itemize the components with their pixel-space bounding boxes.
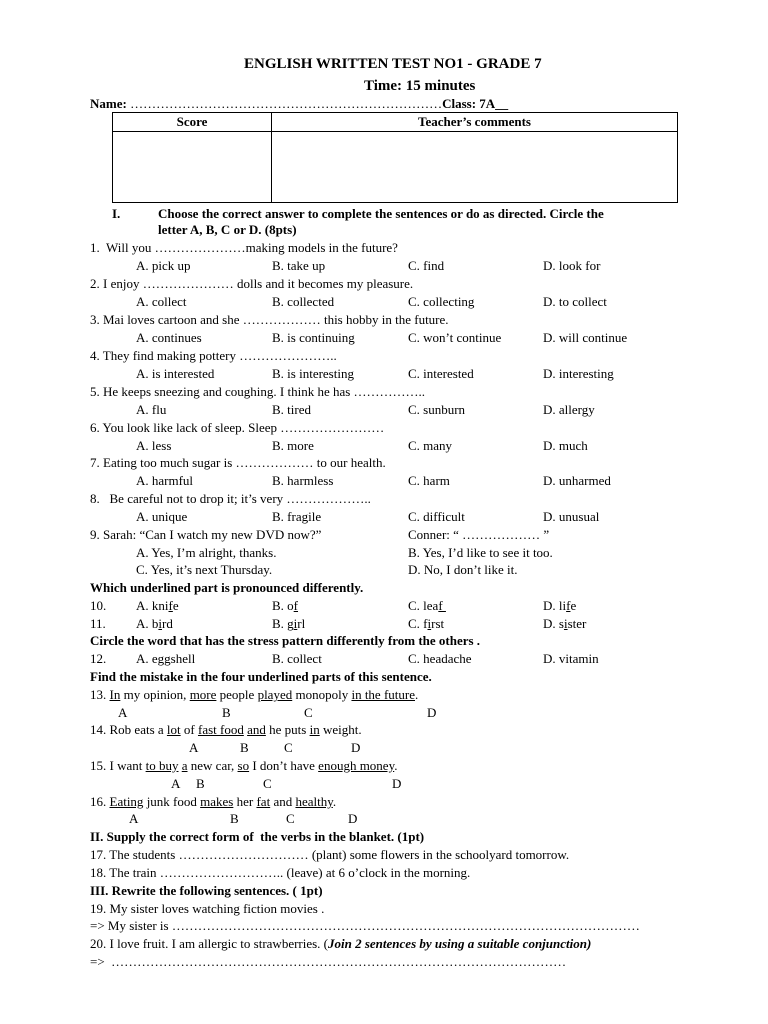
q8-option-c[interactable]: C. difficult [408, 509, 465, 524]
part2-heading: II. Supply the correct form of the verbs in the blanket. (1pt) [90, 829, 425, 844]
name-label: Name: [90, 96, 127, 111]
q12-option-d[interactable]: D. vitamin [543, 651, 599, 666]
pronunciation-heading: Which underlined part is pronounced differently. [90, 580, 364, 595]
q4-option-b[interactable]: B. is interesting [272, 366, 354, 381]
q16-letter-b[interactable]: B [230, 811, 239, 826]
score-table [112, 112, 678, 203]
q15-letter-a[interactable]: A [171, 776, 181, 791]
q14-letter-d[interactable]: D [351, 740, 361, 755]
q12-option-a[interactable]: A. eggshell [136, 651, 196, 666]
q1-option-a[interactable]: A. pick up [136, 258, 191, 273]
q9-option-c[interactable]: C. Yes, it’s next Thursday. [136, 562, 273, 577]
q15-letter-d[interactable]: D [392, 776, 402, 791]
q13-letter-d[interactable]: D [427, 705, 437, 720]
q13-letter-a[interactable]: A [118, 705, 128, 720]
question-5: 5. He keeps sneezing and coughing. I think he has …………….. [90, 384, 426, 399]
mistake-heading: Find the mistake in the four underlined parts of this sentence. [90, 669, 432, 684]
q8-option-b[interactable]: B. fragile [272, 509, 322, 524]
name-dots: ……………………………………………………………… [130, 96, 443, 111]
q7-option-b[interactable]: B. harmless [272, 473, 334, 488]
q6-option-d[interactable]: D. much [543, 438, 588, 453]
question-9-reply: Conner: “ ……………… ” [408, 527, 550, 542]
q5-option-d[interactable]: D. allergy [543, 402, 595, 417]
q11-number: 11. [90, 616, 106, 631]
question-2: 2. I enjoy ………………… dolls and it becomes my pleasure. [90, 276, 414, 291]
q3-option-a[interactable]: A. continues [136, 330, 202, 345]
name-line [90, 96, 508, 112]
q19-answer-line[interactable]: => My sister is ……………………………………………………………………………………………… [90, 918, 640, 933]
q1-option-d[interactable]: D. look for [543, 258, 601, 273]
q3-option-c[interactable]: C. won’t continue [408, 330, 502, 345]
question-6: 6. You look like lack of sleep. Sleep …………………… [90, 420, 385, 435]
q10-option-c[interactable]: C. leaf [408, 598, 446, 613]
q12-option-b[interactable]: B. collect [272, 651, 322, 666]
q11-option-c[interactable]: C. first [408, 616, 445, 631]
q8-option-a[interactable]: A. unique [136, 509, 188, 524]
q4-option-c[interactable]: C. interested [408, 366, 474, 381]
q2-option-a[interactable]: A. collect [136, 294, 187, 309]
part1-instruction-1: Choose the correct answer to complete the sentences or do as directed. Circle the [158, 206, 604, 221]
question-13: 13. In my opinion, more people played monopoly in the future. [90, 687, 419, 702]
part1-instruction-2: letter A, B, C or D. (8pts) [158, 222, 297, 237]
question-9: 9. Sarah: “Can I watch my new DVD now?” [90, 527, 322, 542]
q9-option-a[interactable]: A. Yes, I’m alright, thanks. [136, 545, 277, 560]
q4-option-a[interactable]: A. is interested [136, 366, 215, 381]
q6-option-a[interactable]: A. less [136, 438, 172, 453]
test-time: Time: 15 minutes [364, 78, 476, 94]
q6-option-c[interactable]: C. many [408, 438, 453, 453]
q2-option-d[interactable]: D. to collect [543, 294, 607, 309]
q11-option-a[interactable]: A. bird [136, 616, 173, 631]
q14-letter-c[interactable]: C [284, 740, 293, 755]
q13-letter-c[interactable]: C [304, 705, 313, 720]
q10-option-d[interactable]: D. life [543, 598, 577, 613]
score-header: Score [113, 113, 272, 132]
q7-option-c[interactable]: C. harm [408, 473, 450, 488]
q2-option-c[interactable]: C. collecting [408, 294, 475, 309]
q16-letter-d[interactable]: D [348, 811, 358, 826]
question-19: 19. My sister loves watching fiction movies . [90, 901, 325, 916]
teacher-comments-cell [272, 132, 678, 203]
part3-heading: III. Rewrite the following sentences. ( 1pt) [90, 883, 323, 898]
q12-number: 12. [90, 651, 107, 666]
q14-letter-b[interactable]: B [240, 740, 249, 755]
question-14: 14. Rob eats a lot of fast food and he puts in weight. [90, 722, 362, 737]
q15-letter-c[interactable]: C [263, 776, 272, 791]
q9-option-d[interactable]: D. No, I don’t like it. [408, 562, 518, 577]
q12-option-c[interactable]: C. headache [408, 651, 472, 666]
q11-option-d[interactable]: D. sister [543, 616, 587, 631]
q14-letter-a[interactable]: A [189, 740, 199, 755]
q5-option-c[interactable]: C. sunburn [408, 402, 466, 417]
teacher-comments-header: Teacher’s comments [272, 113, 678, 132]
q15-letter-b[interactable]: B [196, 776, 205, 791]
q20-answer-line[interactable]: => …………………………………………………………………………………………… [90, 954, 567, 969]
q10-option-a[interactable]: A. knife [136, 598, 179, 613]
question-1: 1. Will you …………………making models in the future? [90, 240, 398, 255]
q8-option-d[interactable]: D. unusual [543, 509, 600, 524]
q3-option-d[interactable]: D. will continue [543, 330, 628, 345]
q9-option-b[interactable]: B. Yes, I’d like to see it too. [408, 545, 553, 560]
q5-option-b[interactable]: B. tired [272, 402, 311, 417]
question-16: 16. Eating junk food makes her fat and healthy. [90, 794, 337, 809]
q20-instruction: Join 2 sentences by using a suitable conjunction) [328, 936, 592, 951]
q2-option-b[interactable]: B. collected [272, 294, 335, 309]
q6-option-b[interactable]: B. more [272, 438, 314, 453]
stress-heading: Circle the word that has the stress pattern differently from the others . [90, 633, 481, 648]
question-7: 7. Eating too much sugar is ……………… to our health. [90, 455, 386, 470]
question-18: 18. The train ……………………….. (leave) at 6 o’clock in the morning. [90, 865, 471, 880]
q5-option-a[interactable]: A. flu [136, 402, 167, 417]
question-17: 17. The students ………………………… (plant) some flowers in the schoolyard tomorrow. [90, 847, 570, 862]
question-4: 4. They find making pottery ………………….. [90, 348, 337, 363]
question-15: 15. I want to buy a new car, so I don’t have enough money. [90, 758, 398, 773]
score-cell [113, 132, 272, 203]
q1-option-b[interactable]: B. take up [272, 258, 326, 273]
q16-letter-c[interactable]: C [286, 811, 295, 826]
q4-option-d[interactable]: D. interesting [543, 366, 614, 381]
part1-number: I. [112, 206, 121, 221]
class-label: Class: 7A__ [442, 96, 509, 111]
q10-number: 10. [90, 598, 107, 613]
q1-option-c[interactable]: C. find [408, 258, 445, 273]
q7-option-d[interactable]: D. unharmed [543, 473, 611, 488]
q11-option-b[interactable]: B. girl [272, 616, 306, 631]
q13-letter-b[interactable]: B [222, 705, 231, 720]
q7-option-a[interactable]: A. harmful [136, 473, 194, 488]
q3-option-b[interactable]: B. is continuing [272, 330, 355, 345]
test-title: ENGLISH WRITTEN TEST NO1 - GRADE 7 [244, 56, 542, 72]
question-8: 8. Be careful not to drop it; it’s very ……………….. [90, 491, 371, 506]
q16-letter-a[interactable]: A [129, 811, 139, 826]
question-20: 20. I love fruit. I am allergic to strawberries. (Join 2 sentences by using a suitable conjunction) [90, 936, 592, 951]
question-3: 3. Mai loves cartoon and she ……………… this hobby in the future. [90, 312, 449, 327]
q10-option-b[interactable]: B. of [272, 598, 299, 613]
